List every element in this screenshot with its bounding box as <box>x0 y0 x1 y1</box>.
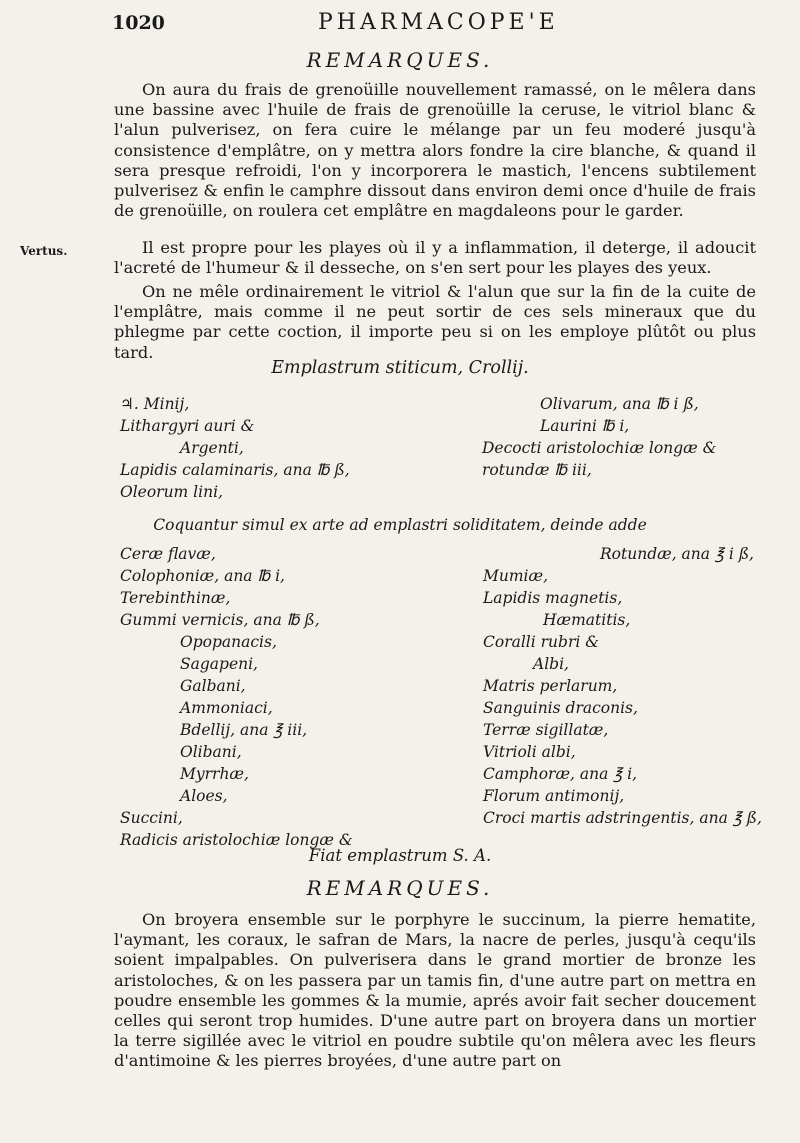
ingredient-left2-12: Succini, <box>120 809 183 827</box>
ingredient-left2-9: Olibani, <box>180 743 242 761</box>
recipe-fiat: Fiat emplastrum S. A. <box>308 846 492 865</box>
ingredient-right2-6: Matris perlarum, <box>483 677 618 695</box>
ingredient-left2-11: Aloes, <box>180 787 228 805</box>
running-head: PHARMACOPE'E <box>318 10 559 35</box>
section-title-1: REMARQUES. <box>306 48 494 72</box>
ingredient-right1-1: Laurini ℔ i, <box>540 417 630 435</box>
ingredient-left2-5: Sagapeni, <box>180 655 258 673</box>
ingredient-right2-4: Coralli rubri & <box>483 633 600 651</box>
ingredient-right2-3: Hæmatitis, <box>543 611 631 629</box>
ingredient-right2-0: Rotundæ, ana ℥ i ß, <box>600 545 754 563</box>
section-title-2: REMARQUES. <box>306 876 494 900</box>
recipe-title: Emplastrum stiticum, Crollij. <box>271 358 529 378</box>
ingredient-right2-1: Mumiæ, <box>483 567 549 585</box>
ingredient-right2-12: Croci martis adstringentis, ana ℥ ß, <box>483 809 762 827</box>
ingredient-right2-11: Florum antimonij, <box>483 787 625 805</box>
paragraph-3: On ne mêle ordinairement le vitriol & l'alun que sur la fin de la cuite de l'emplâtre, mais comme il ne peut sortir de ces sels mineraux que du phlegme par cette coction, il importe peu si on les employe plûtôt ou plus tard. <box>114 282 756 362</box>
page-header <box>0 6 800 34</box>
ingredient-left1-2: Argenti, <box>180 439 244 457</box>
paragraph-1: On aura du frais de grenoüille nouvellement ramassé, on le mêlera dans une bassine avec l'huile de frais de grenoüille la ceruse, le vitriol blanc & l'alun pulverisez, on fera cuire le mélange par un feu moderé jusqu'à consistence d'emplâtre, on y mettra alors fondre la cire blanche, & quand il sera presque refroidi, l'on y incorporera le mastich, l'encens subtilement pulverisez & enfin le camphre dissout dans environ demi once d'huile de frais de grenoüille, on roulera cet emplâtre en magdaleons pour le garder. <box>114 80 756 221</box>
ingredient-left2-8: Bdellij, ana ℥ iii, <box>180 721 308 739</box>
ingredient-right2-2: Lapidis magnetis, <box>483 589 623 607</box>
margin-note-vertus: Vertus. <box>20 244 68 258</box>
ingredient-right1-2: Decocti aristolochiæ longæ & rotundæ ℔ iii, <box>482 439 717 479</box>
ingredient-right2-9: Vitrioli albi, <box>483 743 576 761</box>
ingredient-left2-2: Terebinthinæ, <box>120 589 231 607</box>
ingredient-left2-13: Radicis aristolochiæ longæ & <box>120 831 353 849</box>
ingredient-left1-4: Oleorum lini, <box>120 483 223 501</box>
ingredient-left1-0: ♃. Minij, <box>120 395 190 413</box>
ingredient-left2-4: Opopanacis, <box>180 633 277 651</box>
ingredient-left1-3: Lapidis calaminaris, ana ℔ ß, <box>120 461 350 479</box>
paragraph-4: On broyera ensemble sur le porphyre le succinum, la pierre hematite, l'aymant, les coraux, le safran de Mars, la nacre de perles, jusqu'à cequ'ils soient impalpables. On pulverisera dans le grand mortier de bronze les aristoloches, & on les passera par un tamis fin, d'une autre part on mettra en poudre ensemble les gommes & la mumie, aprés avoir fait secher doucement celles qui seront trop humides. D'une autre part on broyera dans un mortier la terre sigillée avec le vitriol en poudre subtile qu'on mêlera avec les fleurs d'antimoine & les pierres broyées, d'une autre part on <box>114 910 756 1071</box>
ingredient-left2-3: Gummi vernicis, ana ℔ ß, <box>120 611 320 629</box>
ingredient-right2-5: Albi, <box>533 655 569 673</box>
ingredient-right2-7: Sanguinis draconis, <box>483 699 638 717</box>
ingredient-left2-7: Ammoniaci, <box>180 699 273 717</box>
ingredient-left2-0: Ceræ flavæ, <box>120 545 216 563</box>
page-number: 1020 <box>112 12 165 34</box>
recipe-instruction: Coquantur simul ex arte ad emplastri soliditatem, deinde adde <box>153 516 647 534</box>
ingredient-left2-6: Galbani, <box>180 677 246 695</box>
ingredient-left2-10: Myrrhæ, <box>180 765 249 783</box>
ingredient-left1-1: Lithargyri auri & <box>120 417 255 435</box>
ingredient-right2-8: Terræ sigillatæ, <box>483 721 609 739</box>
ingredient-right2-10: Camphoræ, ana ℥ i, <box>483 765 638 783</box>
paragraph-2: Il est propre pour les playes où il y a inflammation, il deterge, il adoucit l'acreté de l'humeur & il desseche, on s'en sert pour les playes des yeux. <box>114 238 756 278</box>
ingredient-left2-1: Colophoniæ, ana ℔ i, <box>120 567 285 585</box>
ingredient-right1-0: Olivarum, ana ℔ i ß, <box>540 395 699 413</box>
